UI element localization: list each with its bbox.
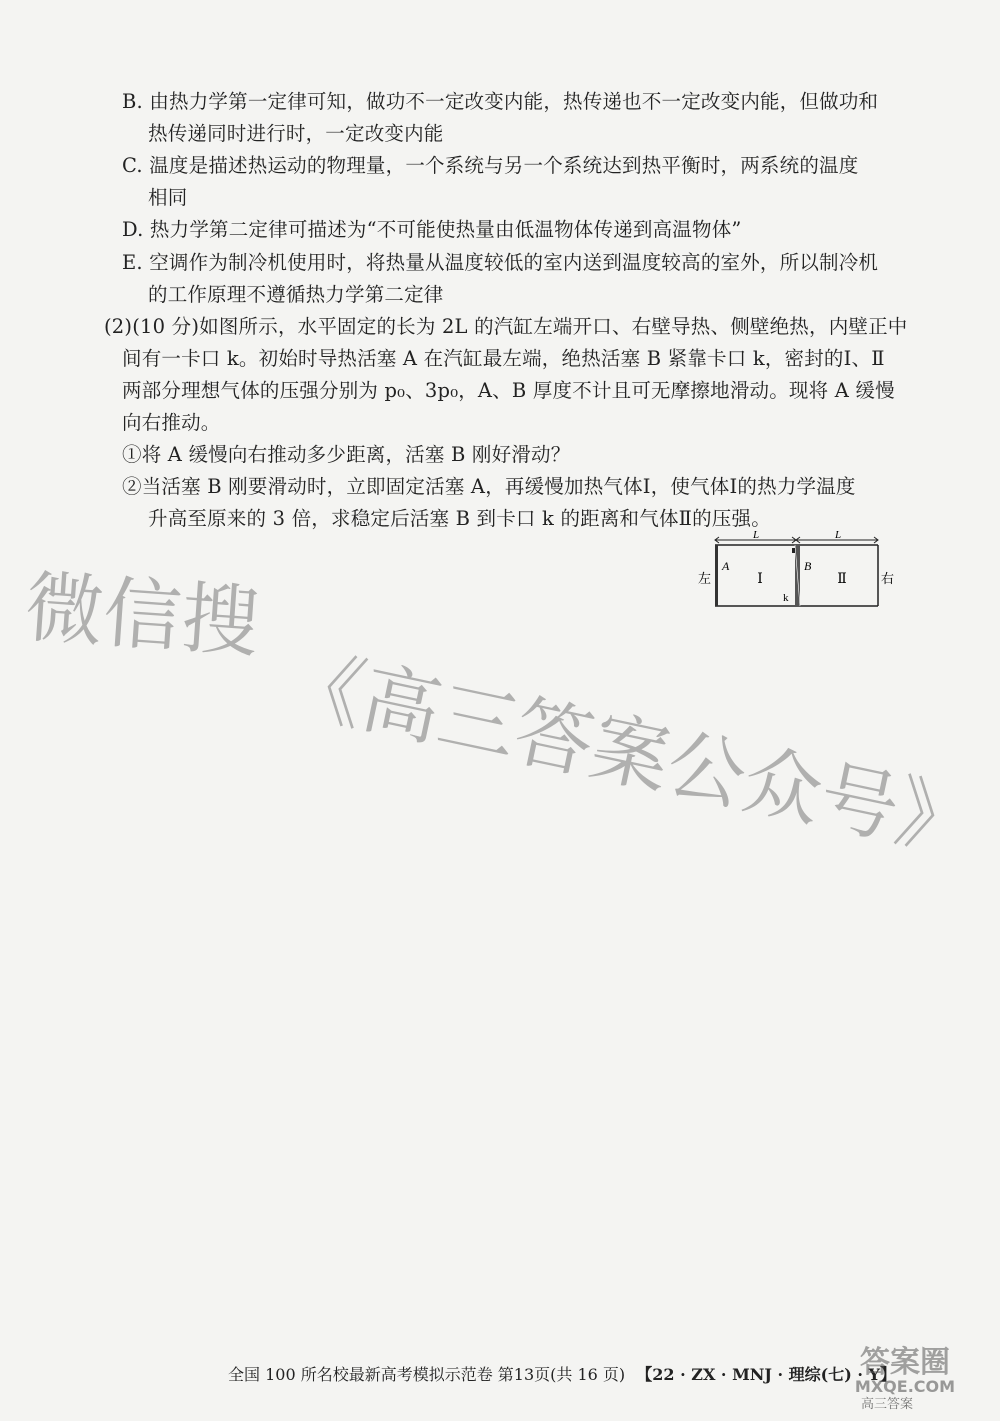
option-c-line-2: 相同 [148,186,188,209]
question-2-line-1: (2)(10 分)如图所示，水平固定的长为 2L 的汽缸左端开口、右壁导热、侧壁绝热，内壁正中 [104,315,908,338]
watermark-part-2: 《高三答案公众号》 [277,637,983,872]
notch-k [792,548,795,553]
logo-subtext: MXQE.COM [854,1377,956,1396]
gas-2-label: Ⅱ [837,571,847,587]
question-2-line-4: 向右推动。 [122,411,221,434]
piston-a [715,545,718,606]
option-c-line-1: C. 温度是描述热运动的物理量，一个系统与另一个系统达到热平衡时，两系统的温度 [122,154,859,177]
option-e-line-2: 的工作原理不遵循热力学第二定律 [148,283,444,306]
length-label-2: L [834,529,842,541]
left-label: 左 [698,572,712,587]
option-d-line: D. 热力学第二定律可描述为“不可能使热量由低温物体传递到高温物体” [122,218,742,241]
question-2-line-3: 两部分理想气体的压强分别为 p₀、3p₀，A、B 厚度不计且可无摩擦地滑动。现将 A 缓慢 [122,379,895,402]
option-b-line-2: 热传递同时进行时，一定改变内能 [148,122,444,145]
page-footer [228,1362,896,1385]
site-logo [835,1338,975,1410]
question-2-line-2: 间有一卡口 k。初始时导热活塞 A 在汽缸最左端，绝热活塞 B 紧靠卡口 k，密封的Ⅰ、Ⅱ [122,347,885,370]
length-label-1: L [752,529,760,541]
option-e-line-1: E. 空调作为制冷机使用时，将热量从温度较低的室内送到温度较高的室外，所以制冷机 [122,251,879,274]
right-label: 右 [881,572,895,587]
sub-question-1: ①将 A 缓慢向右推动多少距离，活塞 B 刚好滑动？ [122,443,571,466]
gas-1-label: Ⅰ [757,571,763,587]
notch-k-label: k [783,592,789,604]
sub-question-2-line-1: ②当活塞 B 刚要滑动时，立即固定活塞 A，再缓慢加热气体Ⅰ，使气体Ⅰ的热力学温度 [122,475,856,498]
piston-b-label: B [804,559,812,573]
piston-a-label: A [722,559,730,573]
sub-question-2-line-2: 升高至原来的 3 倍，求稳定后活塞 B 到卡口 k 的距离和气体Ⅱ的压强。 [148,507,771,530]
footer-text: 全国 100 所名校最新高考模拟示范卷 第13页(共 16 页) [228,1365,626,1384]
footer-tag: 【22 · ZX · MNJ · 理综(七) · Y】 [636,1365,896,1384]
logo-text: 答案圈 [860,1345,950,1380]
logo-small-text: 高三答案 [860,1397,914,1410]
option-b-line-1: B. 由热力学第一定律可知，做功不一定改变内能，热传递也不一定改变内能，但做功和 [122,90,879,113]
watermark-part-1: 微信搜 [22,562,263,670]
cylinder-diagram [690,528,902,614]
